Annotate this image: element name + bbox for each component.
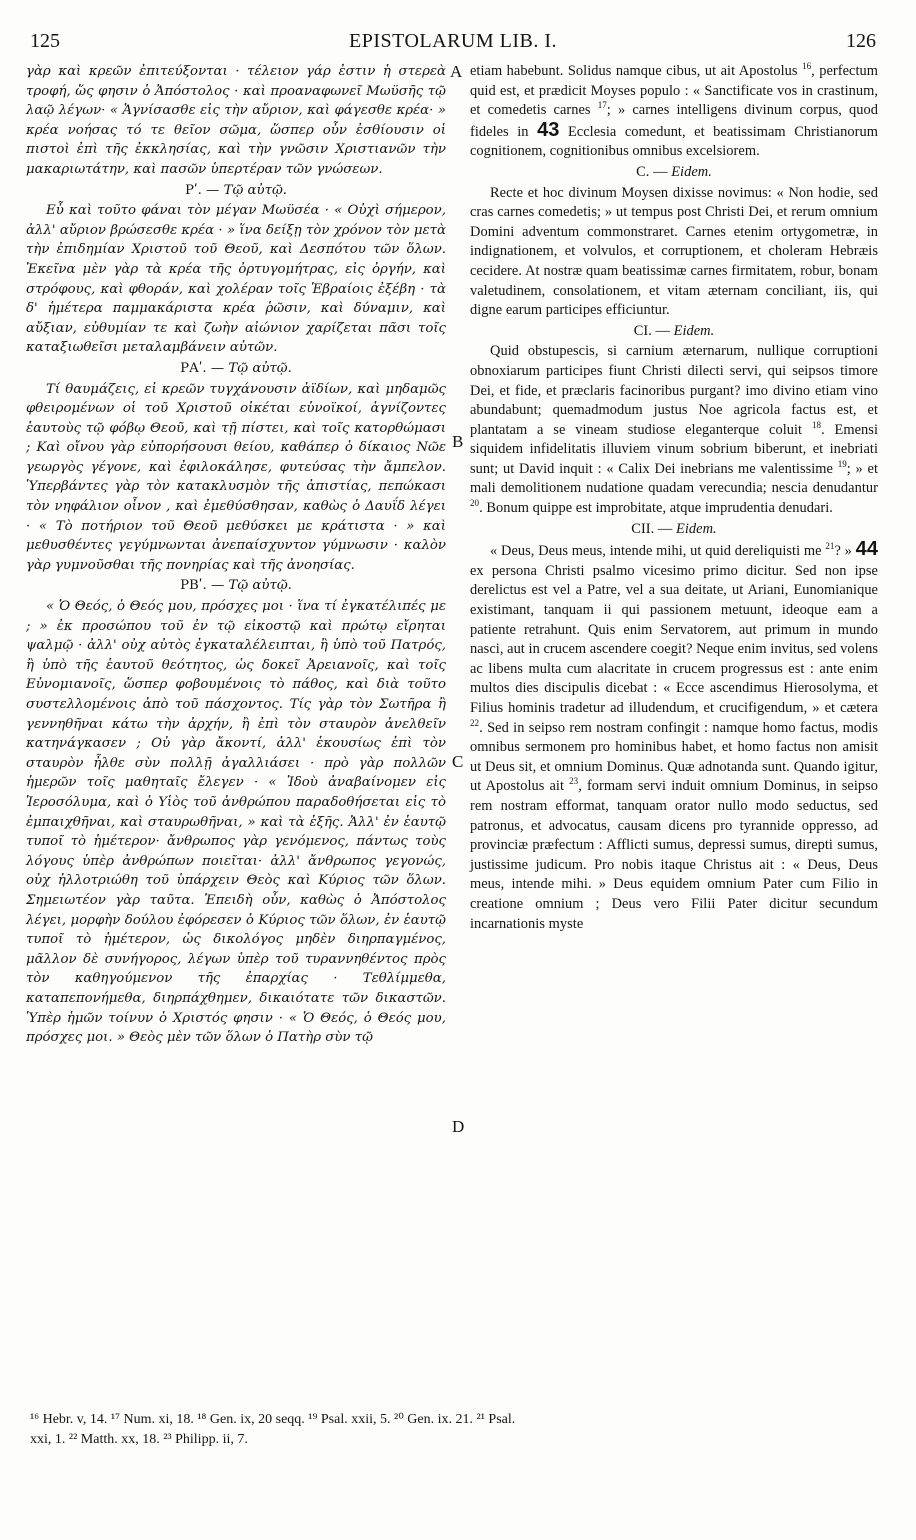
latin-paragraph xyxy=(470,62,878,162)
text-run: . Bonum quippe est improbitate, atque imprudentia denudari. xyxy=(479,500,833,517)
letter-number: CI. — xyxy=(633,322,670,339)
text-run: , perfectum quid est, et prædicit Moyses populo : « Sanctificate vos in crastinum, et comedetis carnes xyxy=(470,63,878,119)
letter-number: ΡΒʹ. — xyxy=(180,578,225,594)
margin-letter-a: A xyxy=(450,62,463,81)
footnote-ref: 19 xyxy=(837,459,847,470)
greek-column xyxy=(26,62,446,1048)
column-marker: 44 xyxy=(855,538,879,561)
page-number-left: 125 xyxy=(30,30,60,52)
text-run: Ecclesia comedunt, et beatissimam Christianorum cognitionem, cognitionibus omnibus excelsiorem. xyxy=(470,123,878,160)
letter-number: CII. — xyxy=(631,520,673,537)
letter-heading xyxy=(470,322,878,342)
greek-paragraph: γὰρ καὶ κρεῶν ἐπιτεύξονται · τέλειον γάρ ἐστιν ἡ στερεὰ τροφή, ὥς φησιν ὁ Ἀπόστολος · καὶ προαναφωνεῖ Μωϋσῆς τῷ λαῷ λέγων· « Ἁγνίσασθε εἰς τὴν αὔριον, καὶ φάγεσθε κρέα· » κρέα νοήσας τό τε θεῖον σῶμα, ὥσπερ οὖν ἐσθίουσιν οἱ πιστοὶ ἐπὶ τῆς ἐκκλησίας, καὶ τὴν γνῶσιν Χριστιανῶν τὴν μακαριωτάτην, καὶ πασῶν ὑπερτέραν τῶν γνώσεων. xyxy=(26,64,446,177)
column-marker: 43 xyxy=(537,118,560,141)
text-run: ; » carnes intelligens divinum corpus, quod fideles in xyxy=(470,102,878,140)
footnote-ref: 21 xyxy=(825,541,835,552)
page-number-right: 126 xyxy=(846,30,876,52)
letter-addressee: Τῷ αὐτῷ. xyxy=(223,182,288,198)
letter-heading xyxy=(26,576,446,596)
footnote-ref: 17 xyxy=(597,100,607,111)
footnotes xyxy=(30,1410,876,1450)
page-header xyxy=(30,30,876,56)
footnote-ref: 16 xyxy=(802,61,812,72)
footnote-ref: 18 xyxy=(811,419,822,430)
text-run: , formam servi induit omnium Dominus, in seipso rem nostram efformat, tanquam orator nullo modo seductus, sed patronus, et advocatus, causam dicens pro tyrannide oppresso, ad provinciæ præfectum : Afflicti sumus, depressi sumus, direpti sumus, justissime judicum. Pro nobis itaque Christus ait : « Deus, Deus meus, intende mihi. » Deus equidem omnium Pater cum Filio in creatione omnium ; Deus vero Filii Pater dicitur secundum incarnationis myste xyxy=(470,778,879,932)
letter-addressee: Τῷ αὐτῷ. xyxy=(228,360,292,376)
greek-paragraph: Εὖ καὶ τοῦτο φάναι τὸν μέγαν Μωϋσέα · « Οὐχὶ σήμερον, ἀλλ' αὔριον βρώσεσθε κρέα · » ἵνα δείξῃ τὸν χρόνον τὸν μετὰ τὴν ἐπιδημίαν Χριστοῦ τοῦ Θεοῦ, καὶ Δεσπότου τῶν ὅλων. Ἐκεῖνα μὲν γὰρ τὰ κρέα τῆς ὀρτυγομήτρας, εἰς ὀργήν, καὶ στρόφους, καὶ φθοράν, καὶ χολέραν τοῖς Ἑβραίοις ἐξέβη · τὰ δ' ἡμέτερα παμμακάριστα κρέα ῥῶσιν, καὶ δύναμιν, καὶ αὔξιαν, εὐθυμίαν τε καὶ ζωὴν αἰώνιον χαρίζεται πᾶσι τοῖς καταξιωθεῖσι μεταλαμβάνειν αὐτῶν. xyxy=(26,203,446,356)
greek-paragraph: Τί θαυμάζεις, εἰ κρεῶν τυγχάνουσιν ἀϊδίων, καὶ μηδαμῶς φθειρομένων οἱ τοῦ Χριστοῦ οἰκέται εὐνοϊκοί, ἁγνίζοντες ἑαυτοὺς τῷ φόβῳ Θεοῦ, καὶ τῇ πίστει, καὶ τοῖς κατορθώμασι ; Καὶ οἴνου γὰρ εὐπορήσουσι θείου, καθάπερ ὁ δίκαιος Νῶε γεωργὸς γέγονε, καὶ ἐφιλοκάλησε, φυτεύσας τὴν ἄμπελον. Ὑπερβάντες γὰρ τὸν κατακλυσμὸν τῆς ἀπιστίας, πεπώκασι τὸν νηφάλιον οἶνον , καὶ ἐμεθύσθησαν, καθὼς ὁ Δαυΐδ λέγει · « Τὸ ποτήριον τοῦ Θεοῦ μεθύσκει με κράτιστα · » καὶ μεθυσθέντες γεγύμνωνται ἀνεπαίσχυντον γύμνωσιν · καλὸν γὰρ γυμνοῦσθαι τῆς πονηρίας καὶ τῆς ἀνοησίας. xyxy=(26,381,446,573)
letter-number: ΡΑʹ. — xyxy=(180,360,225,376)
greek-paragraph: « Ὁ Θεός, ὁ Θεός μου, πρόσχες μοι · ἵνα τί ἐγκατέλιπές με ; » ἐκ προσώπου τοῦ ἐν τῷ εἰκοστῷ καὶ πρώτῳ εἴρηται ψαλμῷ · ἀλλ' οὐχ αὐτὸς ἐγκαταλέλειπται, ἢ ὑπὸ τοῦ Πατρός, ἢ ὑπὸ τῆς ἑαυτοῦ θεότητος, ὡς δοκεῖ Ἀρειανοῖς, καὶ τοῖς Εὐνομιανοῖς, ὥσπερ φοβουμένοις τὸ πάθος, καὶ διὰ τοῦτο συστελλομένοις ἀπὸ τοῦ πάσχοντος. Τίς γὰρ τὸν Σωτῆρα ἢ γεννηθῆναι κάτω τὴν ἀρχήν, ἢ ἐπὶ τὸν σταυρὸν ἀνελθεῖν κατηνάγκασεν ; Οὐ γὰρ ἄκοντί, ἀλλ' ἑκουσίως ἐπὶ τὸν σταυρὸν ἦλθε σὺν πολλῇ ἀγαλλιάσει · πρὸ γὰρ πολλῶν ἡμερῶν τοῖς μαθηταῖς ἔλεγεν · « Ἰδοὺ ἀναβαίνομεν εἰς Ἱεροσόλυμα, καὶ ὁ Υἱὸς τοῦ ἀνθρώπου παραδοθήσεται εἰς τὸ ἐμπαιχθῆναι, καὶ σταυρωθῆναι, » καὶ τὰ ἑξῆς. Ἀλλ' ἐν ἑαυτῷ τυποῖ τὸ ἡμέτερον· ἄνθρωπος γὰρ γενόμενος, πάντως τοὺς λόγους ὑπὲρ ἀνθρώπων ποιεῖται· ἀλλ' ἄνθρωπος γεγονώς, οὐχ ἠλλοτριώθη τοῦ ὑπάρχειν Θεὸς καὶ Κύριος τῶν ὅλων. Σημειωτέον γὰρ ταῦτα. Ἐπειδὴ οὖν, καθὼς ὁ Ἀπόστολος λέγει, μορφὴν δούλου ἐφόρεσεν ὁ Κύριος τῶν ὅλων, ἐν ἑαυτῷ τυποῖ τὸ ἡμέτερον, ὡς δικολόγος μηδὲν διηρπαγμένος, μᾶλλον δὲ συνήγορος, λέγων ὑπὲρ τοῦ τυραννηθέντος πρὸς τὸν καθηγούμενον τῆς ἐπαρχίας · Τεθλίμμεθα, καταπεπονήμεθα, διηρπάχθημεν, δικαιότατε τῶν δικαστῶν. Ὑπὲρ ἡμῶν τοίνυν ὁ Χριστός φησιν · « Ὁ Θεός, ὁ Θεός μου, πρόσχες μοι. » Θεὸς μὲν τῶν ὅλων ὁ Πατὴρ σὺν τῷ xyxy=(26,599,446,1046)
margin-letter-d: D xyxy=(452,1117,465,1136)
latin-column xyxy=(470,62,878,934)
latin-paragraph: Recte et hoc divinum Moysen dixisse novimus: « Non hodie, sed cras carnes comedetis; » ut tempus post Christi Dei, et rerum omnium Domini adventum commonstraret. Carnes etenim ortygometræ, in indignationem, et volvulos, et corruptionem, et choleram Hebræis cecidere. At nostræ quam beatissimæ carnes firmitatem, robur, bonam valetudinem, consolationem, et vitam æternam conciliant, iis, qui digne earum participes efficiuntur. xyxy=(470,184,878,319)
latin-paragraph xyxy=(470,342,878,518)
footnote-ref: 20 xyxy=(470,498,480,509)
footnote-line: ¹⁶ Hebr. v, 14. ¹⁷ Num. xi, 18. ¹⁸ Gen. ix, 20 seqq. ¹⁹ Psal. xxii, 5. ²⁰ Gen. ix. 21. ²¹ Psal. xyxy=(30,1412,516,1427)
text-run: etiam habebunt. Solidus namque cibus, ut ait Apostolus xyxy=(470,63,803,79)
footnote-ref: 23 xyxy=(569,776,579,787)
running-title: EPISTOLARUM LIB. I. xyxy=(348,30,558,52)
letter-addressee: Eidem. xyxy=(671,163,712,180)
letter-addressee: Eidem. xyxy=(673,322,715,339)
text-run: . Emensi siquidem infidelitatis illuviem vinum sobrium biberunt, et inebriati sunt; ut David inquit : « Calix Dei inebrians me valentissime xyxy=(470,421,879,477)
letter-number: C. — xyxy=(636,163,668,180)
letter-addressee: Τῷ αὐτῷ. xyxy=(228,578,292,594)
letter-number: Ρʹ. — xyxy=(184,182,220,198)
letter-heading xyxy=(26,359,446,379)
text-run: ? » xyxy=(834,543,856,560)
margin-letter-b: B xyxy=(452,432,464,451)
margin-letter-c: C xyxy=(452,752,464,771)
letter-addressee: Eidem. xyxy=(676,520,717,537)
letter-heading xyxy=(470,520,878,540)
text-run: Quid obstupescis, si carnium æternarum, nullique corruptioni obnoxiarum participes fiunt Christi dilecti servi, qui seipsos timore Dei, et fide, et præclaris facinoribus purgant? imo divino etiam vino abundabunt; quemadmodum justus Noe agricola factus est, et plantatam a se vineam studiose eleganterque coluit xyxy=(470,343,878,438)
footnote-ref: 22 xyxy=(470,717,480,728)
letter-heading xyxy=(470,163,878,183)
latin-paragraph xyxy=(470,540,878,934)
text-run: « Deus, Deus meus, intende mihi, ut quid dereliquisti me xyxy=(490,543,826,560)
footnote-line: xxi, 1. ²² Matth. xx, 18. ²³ Philipp. ii, 7. xyxy=(30,1432,248,1447)
text-run: ; » et mali demolitionem nudatione quadam verecundia; nescia denudantur xyxy=(470,460,878,497)
text-run: ex persona Christi psalmo vicesimo primo dicitur. Sed non ipse derelictus est vel a Patre, vel a sua deitate, ut Ariani, Eunomianique existimant, tanquam ii qui passionem metuunt, ideoque eam a patiente retrahunt. Quis enim Servatorem, aut primum in mundo nasci, aut in crucem ascendere coegit? Neque enim invitus, sed volens ac libens multa cum alacritate in crucem progressus est : ante enim multos dies discipulis dicebat : « Ecce ascendimus Hierosolyma, et Filius hominis tradetur ad illudendum, et crucifigendum, » et cætera xyxy=(470,562,878,716)
text-run: . Sed in seipso rem nostram confingit : namque homo factus, modis omnibus sermonem pro hominibus habet, et homo factus non amisit ut Deus sit, et omnium Dominus. Quæ adnotanda sunt. Quando igitur, ut Apostolus ait xyxy=(470,719,878,795)
letter-heading xyxy=(26,181,446,201)
